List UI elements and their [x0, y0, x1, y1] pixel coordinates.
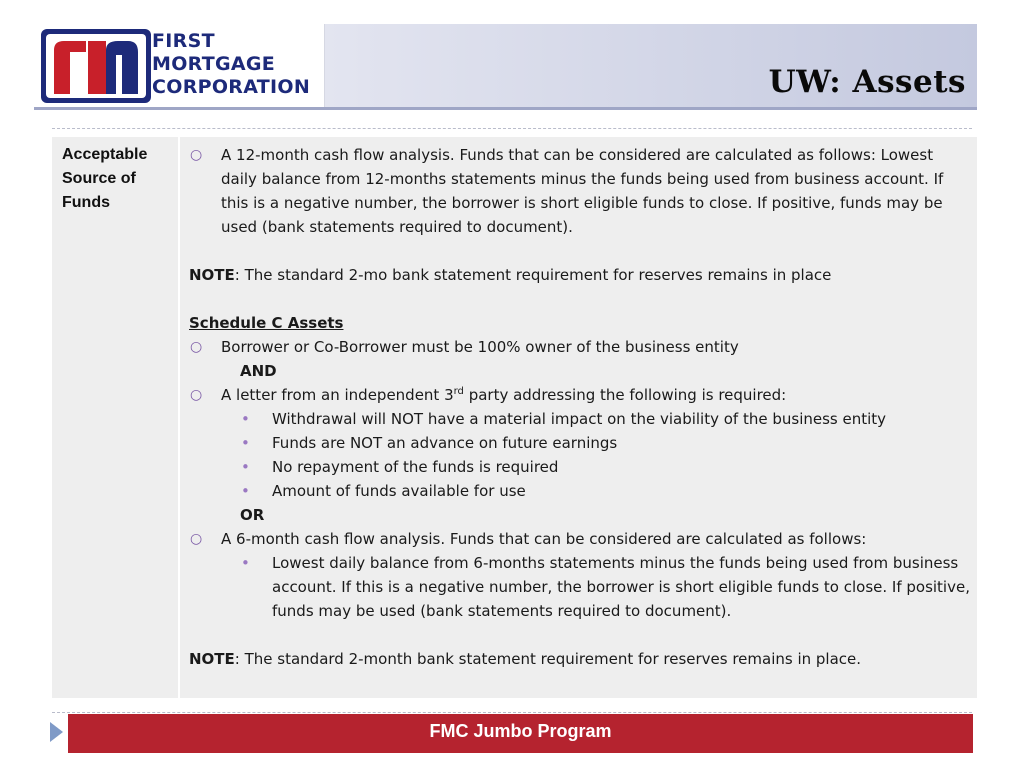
- and-connector: AND: [240, 362, 277, 380]
- sub-list-item: [189, 407, 972, 431]
- bottom-divider: [52, 712, 972, 713]
- or-connector: OR: [240, 506, 265, 524]
- page-title: UW: Assets: [768, 64, 966, 100]
- sub-list-item: [189, 551, 972, 623]
- note-line: [189, 647, 972, 671]
- content-table: [52, 137, 977, 698]
- list-item: [189, 335, 972, 359]
- circle-bullet-icon: ○: [190, 147, 203, 163]
- top-divider: [52, 128, 972, 129]
- sub-list-item: [189, 455, 972, 479]
- item-text: A 12-month cash flow analysis. Funds that can be considered are calculated as follows: Lowest daily balance from 12-months statements minus the funds being used from business account. If this is a negative number, the borrower is short eligible funds to close. If positive, funds may be used (bank statements required to document).: [221, 146, 944, 236]
- item-text: Borrower or Co-Borrower must be 100% owner of the business entity: [221, 338, 739, 356]
- section-heading: Schedule C Assets: [189, 314, 344, 332]
- logo-line-2: MORTGAGE: [152, 53, 276, 75]
- row-label: Acceptable Source of Funds: [62, 146, 148, 211]
- note-label: NOTE: [189, 650, 235, 668]
- sub-item-text: Amount of funds available for use: [272, 482, 526, 500]
- footer-bar: [68, 714, 973, 753]
- note-label: NOTE: [189, 266, 235, 284]
- triangle-arrow-icon: [50, 722, 63, 742]
- dot-bullet-icon: •: [241, 410, 250, 428]
- circle-bullet-icon: ○: [190, 339, 203, 355]
- circle-bullet-icon: ○: [190, 387, 203, 403]
- dot-bullet-icon: •: [241, 482, 250, 500]
- logo-mark-icon: [40, 28, 152, 104]
- item-text-part: A letter from an independent 3: [221, 386, 454, 404]
- item-text-part: party addressing the following is required:: [463, 386, 787, 404]
- logo-line-1: FIRST: [152, 30, 215, 52]
- dot-bullet-icon: •: [241, 554, 250, 572]
- logo-wordmark: [152, 30, 322, 99]
- sub-item-text: Withdrawal will NOT have a material impact on the viability of the business entity: [272, 410, 887, 428]
- list-item: [189, 383, 972, 407]
- circle-bullet-icon: ○: [190, 531, 203, 547]
- logo-line-3: CORPORATION: [152, 76, 311, 98]
- note-text: : The standard 2-mo bank statement requirement for reserves remains in place: [234, 266, 832, 284]
- dot-bullet-icon: •: [241, 434, 250, 452]
- note-line: [189, 263, 972, 287]
- note-text: : The standard 2-month bank statement requirement for reserves remains in place.: [234, 650, 862, 668]
- sub-item-text: No repayment of the funds is required: [272, 458, 559, 476]
- company-logo: [34, 24, 325, 110]
- list-item: [189, 143, 972, 239]
- sub-list-item: [189, 431, 972, 455]
- sub-item-text: Funds are NOT an advance on future earnings: [272, 434, 618, 452]
- dot-bullet-icon: •: [241, 458, 250, 476]
- sub-item-text: Lowest daily balance from 6-months statements minus the funds being used from business account. If this is a negative number, the borrower is short eligible funds to close. If positive, funds may be used (bank statements required to document).: [272, 554, 970, 620]
- superscript: rd: [453, 386, 464, 397]
- row-body: [189, 143, 972, 671]
- footer-label: FMC Jumbo Program: [429, 721, 612, 741]
- list-item: [189, 527, 972, 551]
- header-underline: [34, 107, 977, 110]
- item-text: A 6-month cash flow analysis. Funds that can be considered are calculated as follows:: [221, 530, 867, 548]
- sub-list-item: [189, 479, 972, 503]
- column-divider: [178, 137, 180, 698]
